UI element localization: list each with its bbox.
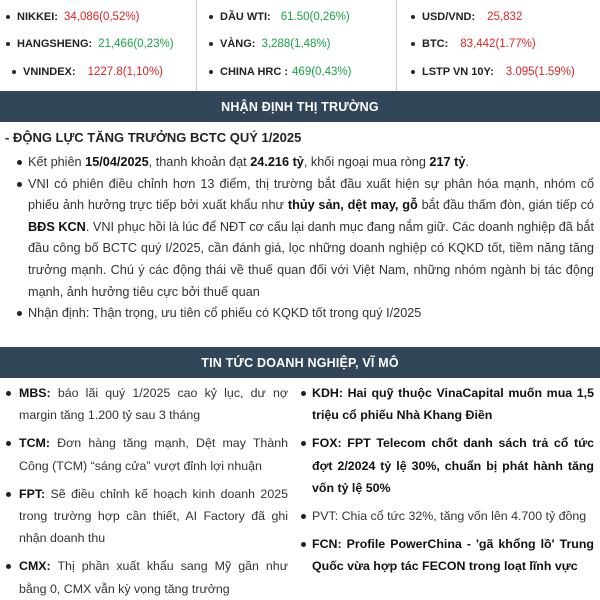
- news-item[interactable]: KDH: Hai quỹ thuộc VinaCapital muốn mua 1,5 triệu cổ phiếu Nhà Khang Điền: [300, 382, 600, 426]
- news-text: Đơn hàng tăng mạnh, Dệt may Thành Công (TCM) “sáng cửa” vượt đỉnh lợi nhuận: [19, 436, 288, 473]
- ticker-wti: [209, 11, 350, 23]
- news-item[interactable]: FOX: FPT Telecom chốt danh sách trả cổ tức đợt 2/2024 tỷ lệ 30%, chuẩn bị phát hành tăng vốn tỷ lệ 50%: [300, 432, 600, 499]
- ticker-gold: [209, 38, 331, 50]
- text: , khối ngoại mua ròng: [303, 155, 430, 169]
- ticker-value: 83,442(1.77%): [460, 38, 536, 50]
- ticker-value: 61.50(0,26%): [280, 11, 350, 23]
- ticker-column-asia: [0, 0, 196, 92]
- market-section: [0, 122, 600, 347]
- market-bullet-session: [0, 152, 600, 174]
- ticker-hangsheng: [6, 38, 174, 50]
- bullet-icon: [209, 42, 213, 46]
- ticker-nikkei: [6, 11, 139, 23]
- ticker-name: NIKKEI:: [17, 11, 58, 23]
- news-section-header: TIN TỨC DOANH NGHIỆP, VĨ MÔ: [0, 347, 600, 378]
- bullet-icon: [6, 15, 10, 19]
- ticker-btc: [411, 38, 536, 50]
- news-item[interactable]: [0, 483, 296, 550]
- text: . VNI phục hồi là lúc để NĐT cơ cấu lại danh mục đang nắm giữ. Các doanh nghiệp đã bắt đầu công bố BCTC quý I/2025, cần đánh giá, lọc những doanh nghiệp có KQKD tốt, tiềm năng tăng trưởng mạnh. Chú ý các động thái về thuế quan đối với Việt Nam, những nhóm ngành bị tác động mạnh, ảnh hưởng tiêu cực bởi thuế quan: [28, 219, 594, 299]
- ticker-name: LSTP VN 10Y:: [422, 66, 494, 78]
- bullet-icon: [12, 70, 16, 74]
- market-bullet-analysis: [0, 174, 600, 304]
- liquidity-value: 24.216 tỷ: [250, 155, 304, 169]
- news-column-right: [300, 382, 600, 584]
- market-bullet-outlook: Nhận định: Thận trọng, ưu tiên cổ phiếu có KQKD tốt trong quý I/2025: [0, 303, 600, 325]
- news-item[interactable]: [0, 432, 296, 476]
- ticker-usdvnd: [411, 11, 522, 23]
- ticker-vnindex: [12, 66, 163, 78]
- news-item[interactable]: FCN: Profile PowerChina - 'gã khổng lồ' Trung Quốc vừa hợp tác FECON trong loạt lĩnh vực: [300, 533, 600, 577]
- ticker-column-commodities: [196, 0, 396, 92]
- news-section: [0, 378, 600, 600]
- bullet-icon: [209, 70, 213, 74]
- text: , thanh khoản đạt: [148, 155, 251, 169]
- ticker-name: DẦU WTI:: [220, 11, 271, 23]
- ticker-name: VNINDEX:: [23, 66, 76, 78]
- ticker-name: BTC:: [422, 38, 449, 50]
- ticker-value: 21,466(0,23%): [98, 38, 174, 50]
- news-text: Sẽ điều chỉnh kế hoạch kinh doanh 2025 trong trường hợp cần thiết, AI Factory đã ghi nhận doanh thu: [19, 486, 288, 546]
- ticker-lstp-10y: [411, 66, 575, 78]
- industrial-real-estate: BĐS KCN: [28, 219, 86, 234]
- ticker-value: 3,288(1,48%): [261, 38, 331, 50]
- bullet-icon: [411, 15, 415, 19]
- export-sectors: thủy sản, dệt may, gỗ: [287, 198, 418, 213]
- ticker-panel: [0, 0, 600, 92]
- ticker-name: CHINA HRC :: [220, 66, 289, 78]
- market-bullet-list: [0, 152, 600, 325]
- news-ticker: FPT:: [19, 486, 46, 501]
- ticker-name: USD/VND:: [422, 11, 476, 23]
- news-text: báo lãi quý 1/2025 cao kỷ lục, dư nợ margin tăng 1.200 tỷ sau 3 tháng: [19, 386, 288, 423]
- ticker-name: VÀNG:: [220, 38, 256, 50]
- ticker-value: 34,086(0,52%): [63, 11, 140, 23]
- market-section-header: NHẬN ĐỊNH THỊ TRƯỜNG: [0, 91, 600, 122]
- ticker-china-hrc: [209, 66, 352, 78]
- ticker-name: HANGSHENG:: [17, 38, 93, 50]
- news-item[interactable]: PVT: Chia cổ tức 32%, tăng vốn lên 4.700 tỷ đồng: [300, 505, 600, 527]
- text: Kết phiên: [28, 155, 86, 169]
- text: .: [465, 155, 469, 169]
- market-subtitle: - ĐỘNG LỰC TĂNG TRƯỞNG BCTC QUÝ 1/2025: [5, 130, 302, 145]
- ticker-value: 469(0,43%): [292, 66, 352, 78]
- foreign-net-buy: 217 tỷ: [429, 155, 466, 169]
- ticker-value: 25,832: [487, 11, 523, 23]
- news-ticker: CMX:: [19, 559, 51, 574]
- news-ticker: MBS:: [19, 386, 51, 400]
- news-text: Thị phần xuất khẩu sang Mỹ gần như bằng 0, CMX vẫn kỳ vọng tăng trưởng: [19, 559, 288, 596]
- text: bắt đầu thấm đòn, gián tiếp có: [417, 198, 594, 213]
- bullet-icon: [209, 15, 213, 19]
- session-date: 15/04/2025: [85, 155, 149, 169]
- text: VNI có phiên điều chỉnh hơn 13 điểm, thị trường bắt đầu xuất hiện sự phân hóa mạnh, nhóm cổ phiếu ảnh hưởng trực tiếp bởi xuất khẩu như: [28, 176, 594, 213]
- ticker-value: 1227.8(1,10%): [87, 66, 164, 78]
- news-column-left: [0, 382, 296, 600]
- bullet-icon: [411, 42, 415, 46]
- bullet-icon: [411, 70, 415, 74]
- bullet-icon: [6, 42, 10, 46]
- news-ticker: TCM:: [19, 436, 50, 451]
- news-item[interactable]: [0, 382, 296, 426]
- ticker-value: 3.095(1.59%): [505, 66, 575, 78]
- news-item[interactable]: [0, 555, 296, 599]
- ticker-column-macro: [396, 0, 600, 92]
